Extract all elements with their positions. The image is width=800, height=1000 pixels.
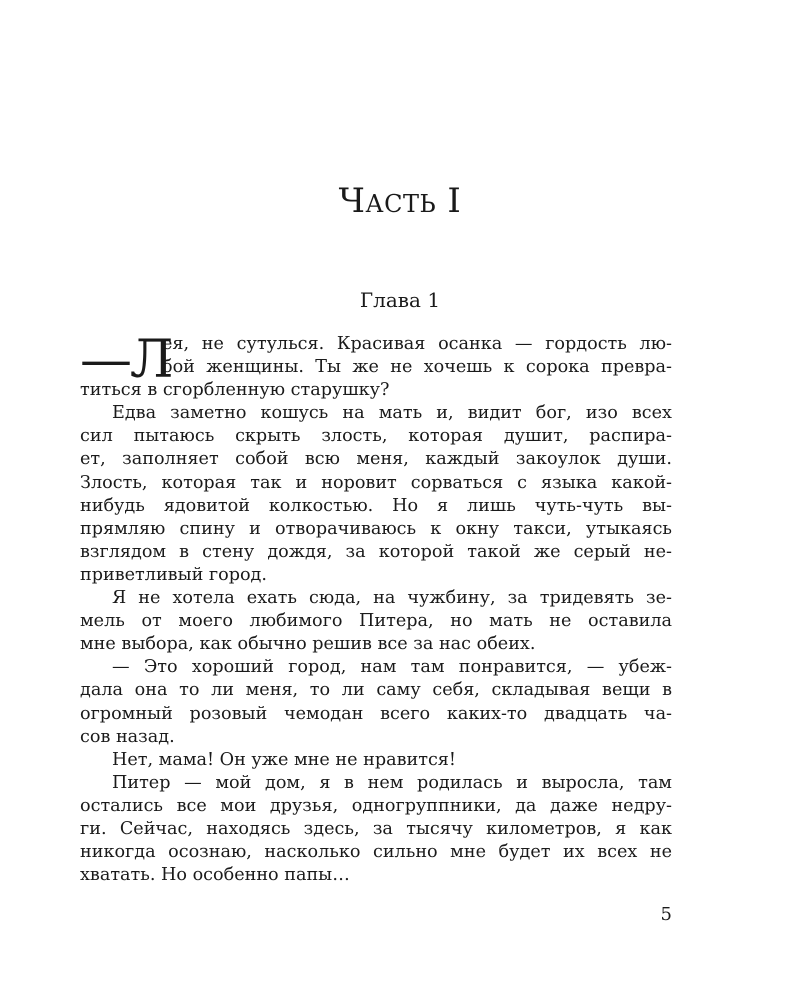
text-line: Я не хотела ехать сюда, на чужбину, за тридевять зе- xyxy=(112,588,672,609)
text-line: мне выбора, как обычно решив все за нас обеих. xyxy=(80,634,536,655)
text-line: титься в сгорбленную старушку? xyxy=(80,380,390,401)
text-line: Нет, мама! Он уже мне не нравится! xyxy=(112,749,456,770)
text-line: Едва заметно кошусь на мать и, видит бог, изо всех xyxy=(112,403,672,424)
text-line: сил пытаюсь скрыть злость, которая душит, распира- xyxy=(80,426,672,447)
text-line: — Это хороший город, нам там понравится, — убеж- xyxy=(112,657,672,678)
text-line: нибудь ядовитой колкостью. Но я лишь чуть-чуть вы- xyxy=(80,495,672,516)
text-line: дала она то ли меня, то ли саму себя, складывая вещи в xyxy=(80,680,672,701)
text-line: мель от моего любимого Питера, но мать не оставила xyxy=(80,611,672,632)
text-line: взглядом в стену дождя, за которой такой же серый не- xyxy=(80,541,672,562)
drop-cap: —Л xyxy=(80,330,172,390)
text-line: прямляю спину и отворачиваюсь к окну такси, утыкаясь xyxy=(80,518,672,539)
page-number: 5 xyxy=(660,904,672,925)
text-line: ет, заполняет собой всю меня, каждый закоулок души. xyxy=(80,449,672,470)
text-line: никогда осознаю, насколько сильно мне будет их всех не xyxy=(80,842,672,863)
text-line: приветливый город. xyxy=(80,564,267,585)
text-line: остались все мои друзья, одногруппники, да даже недру- xyxy=(80,795,672,816)
part-title: Часть I xyxy=(338,181,462,221)
text-line: огромный розовый чемодан всего каких-то двадцать ча- xyxy=(80,703,672,724)
body-text xyxy=(80,330,672,887)
text-line: ги. Сейчас, находясь здесь, за тысячу километров, я как xyxy=(80,818,672,839)
text-line: Злость, которая так и норовит сорваться с языка какой- xyxy=(80,472,672,493)
text-line: ея, не сутулься. Красивая осанка — гордость лю- xyxy=(162,334,672,354)
chapter-title: Глава 1 xyxy=(359,288,441,312)
text-line: хватать. Но особенно папы… xyxy=(80,865,350,886)
text-line: сов назад. xyxy=(80,726,175,747)
text-line: Питер — мой дом, я в нем родилась и выросла, там xyxy=(112,772,672,793)
text-line: бой женщины. Ты же не хочешь к сорока превра- xyxy=(162,357,672,378)
